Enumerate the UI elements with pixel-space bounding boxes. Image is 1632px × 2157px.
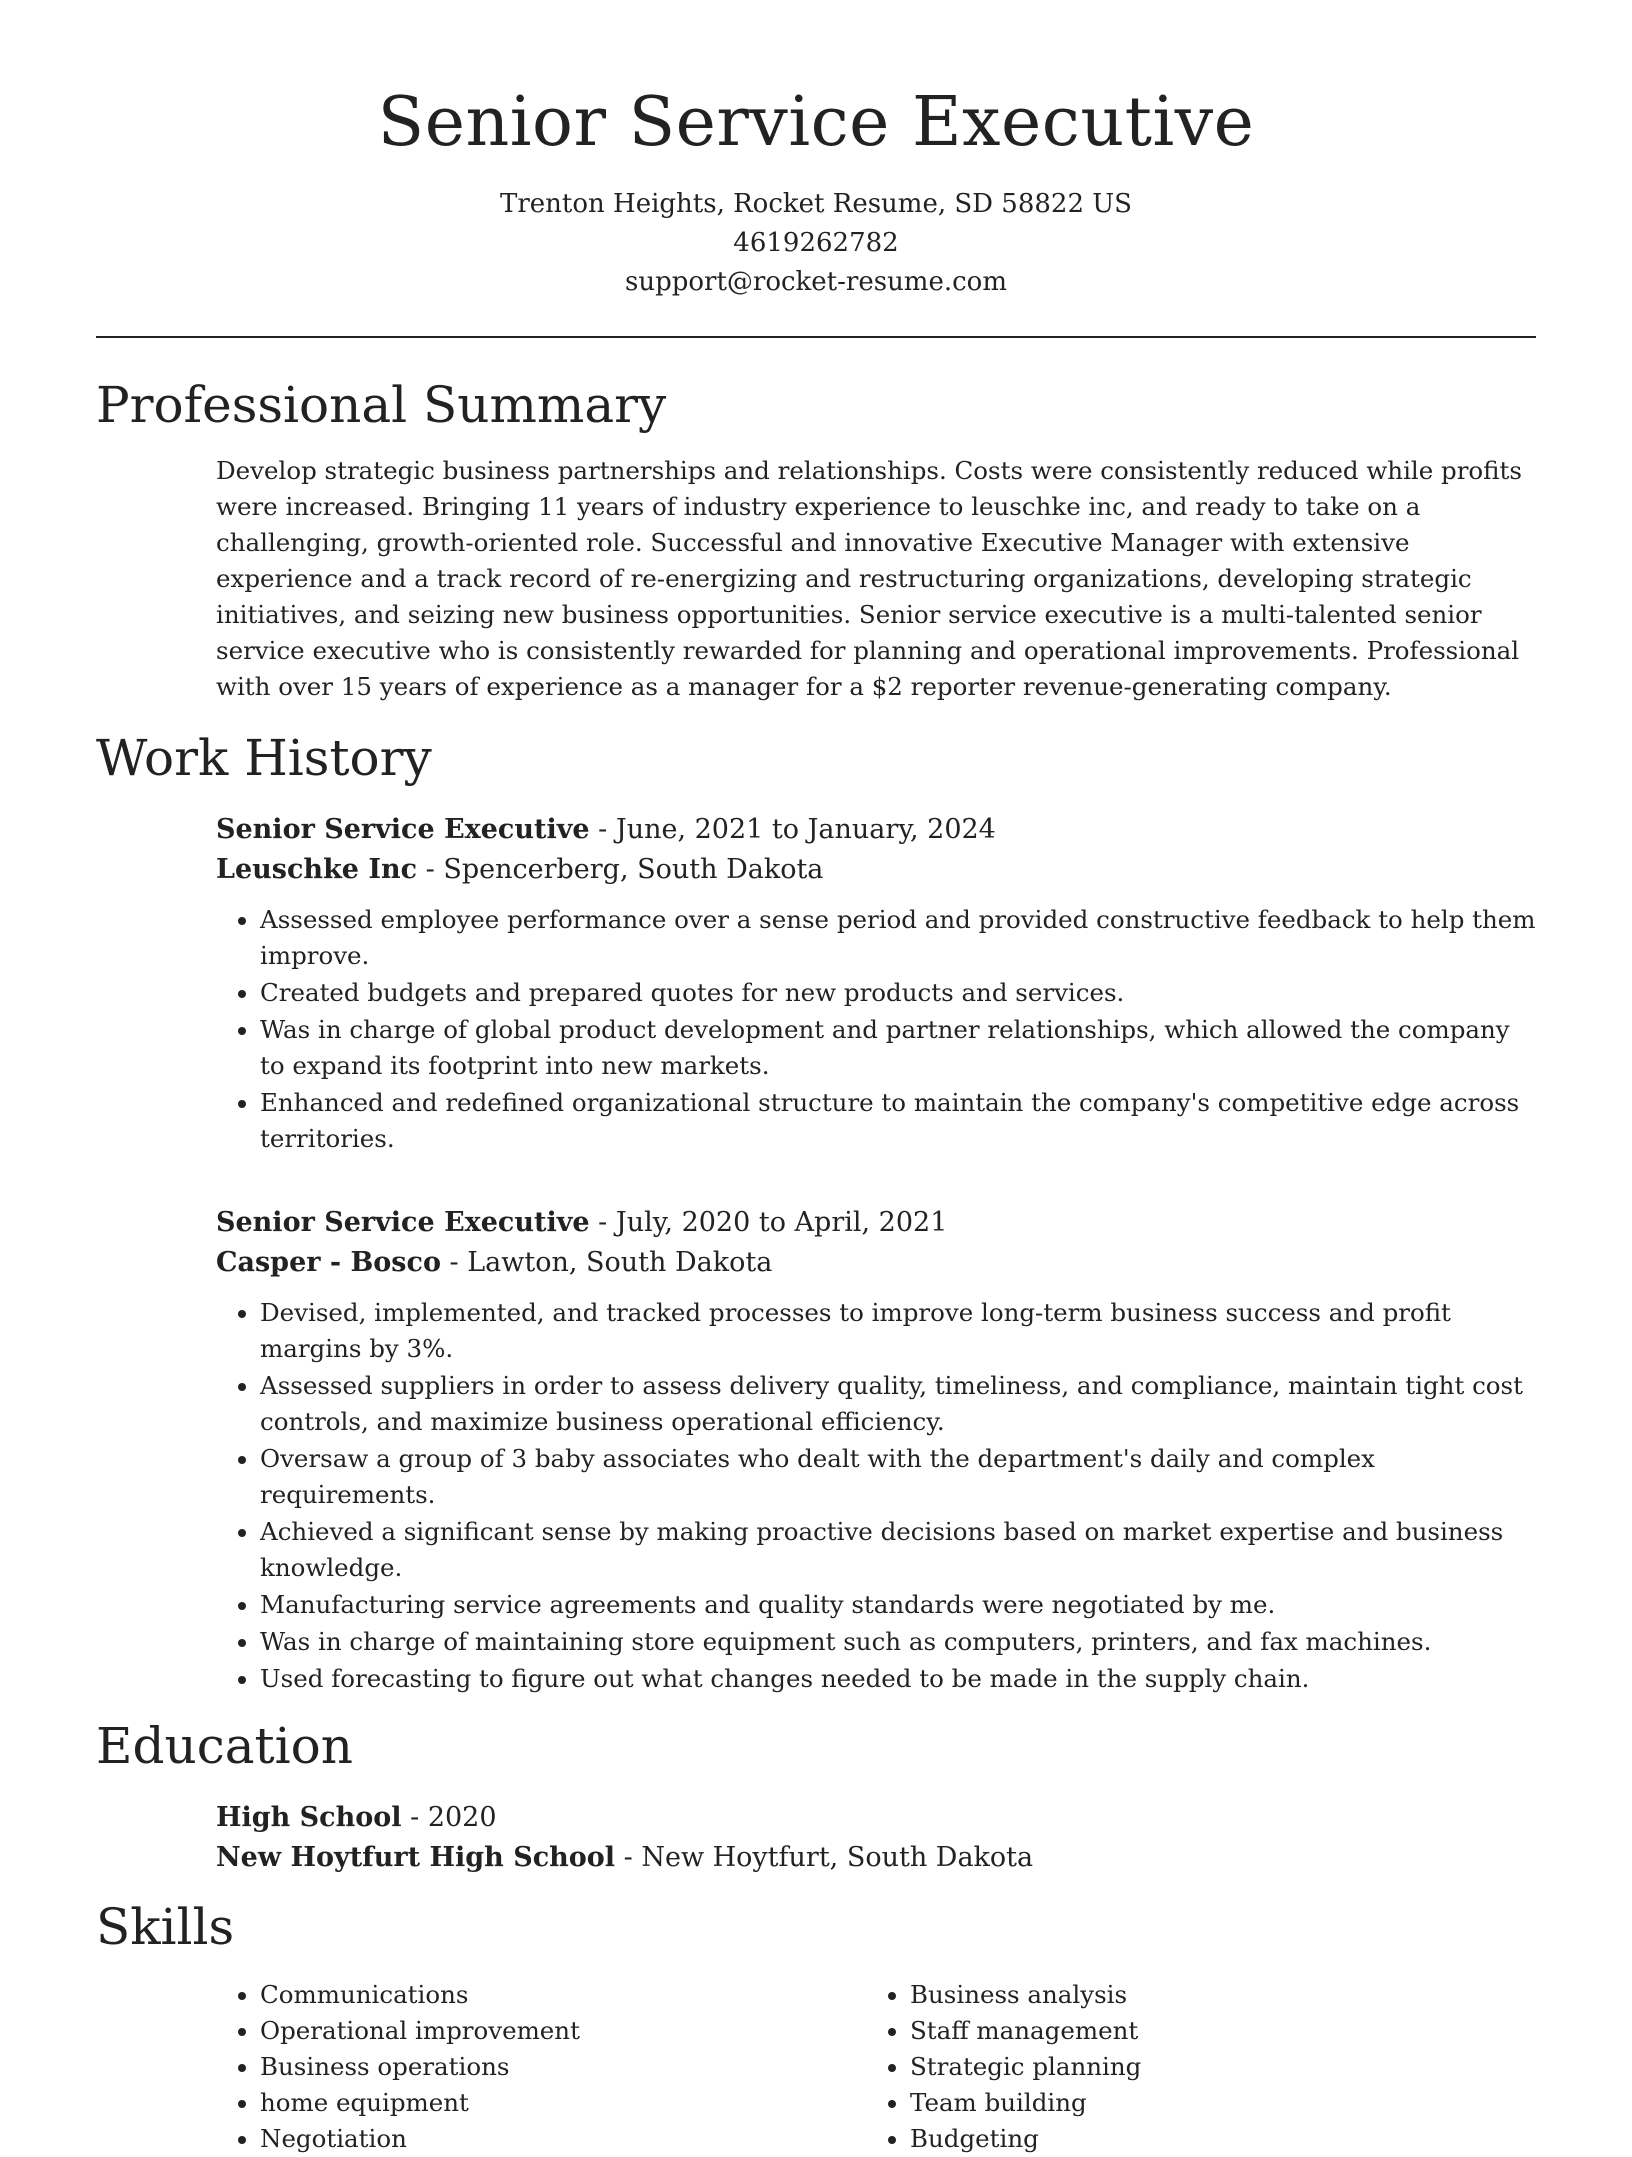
education-location: - New Hoytfurt, South Dakota xyxy=(615,1841,1034,1873)
list-item: • Manufacturing service agreements and quality standards were negotiated by me. xyxy=(260,1587,1536,1623)
list-item: • Strategic planning xyxy=(910,2049,1516,2085)
skills-section xyxy=(96,1897,1536,2157)
list-item: • Assessed employee performance over a sense period and provided constructive feedback to help them improve. xyxy=(260,902,1536,974)
job-company-line xyxy=(216,1243,1536,1283)
list-item: • Budgeting xyxy=(910,2121,1516,2157)
list-item: • Business operations xyxy=(260,2049,866,2085)
contact-info xyxy=(96,185,1536,302)
list-item: • Negotiation xyxy=(260,2121,866,2157)
work-history-section xyxy=(96,728,1536,1697)
header-divider xyxy=(96,336,1536,338)
education-section xyxy=(96,1716,1536,1878)
skills-column-right xyxy=(866,1977,1516,2157)
list-item: • Oversaw a group of 3 baby associates who dealt with the department's daily and complex requirements. xyxy=(260,1441,1536,1513)
work-history-heading: Work History xyxy=(96,728,432,787)
list-item: • Enhanced and redefined organizational structure to maintain the company's competitive edge across territories. xyxy=(260,1085,1536,1157)
list-item: • Was in charge of maintaining store equipment such as computers, printers, and fax machines. xyxy=(260,1624,1536,1660)
education-year: - 2020 xyxy=(401,1801,497,1833)
job-location: - Lawton, South Dakota xyxy=(440,1246,773,1278)
job-company: Casper - Bosco xyxy=(216,1246,441,1278)
education-degree-line xyxy=(216,1798,1536,1838)
contact-email: support@rocket-resume.com xyxy=(624,266,1007,297)
job-company-line xyxy=(216,850,1536,890)
job-role-line xyxy=(216,1203,1536,1243)
job-entry xyxy=(216,810,1536,1157)
summary-section xyxy=(96,375,1536,705)
contact-address: Trenton Heights, Rocket Resume, SD 58822 US xyxy=(500,188,1132,219)
skills-column-left xyxy=(216,1977,866,2157)
candidate-name: Senior Service Executive xyxy=(377,83,1255,162)
contact-phone: 4619262782 xyxy=(733,227,899,258)
list-item: • Business analysis xyxy=(910,1977,1516,2013)
job-company: Leuschke Inc xyxy=(216,853,418,885)
list-item: • Was in charge of global product development and partner relationships, which allowed the company to expand its footprint into new markets. xyxy=(260,1012,1536,1084)
education-school-line xyxy=(216,1838,1536,1878)
list-item: • Devised, implemented, and tracked processes to improve long-term business success and profit margins by 3%. xyxy=(260,1295,1536,1367)
skills-heading: Skills xyxy=(96,1897,235,1956)
list-item: • home equipment xyxy=(260,2085,866,2121)
skills-grid xyxy=(216,1977,1536,2157)
list-item: • Created budgets and prepared quotes for new products and services. xyxy=(260,975,1536,1011)
list-item: • Assessed suppliers in order to assess delivery quality, timeliness, and compliance, maintain tight cost controls, and maximize business operational efficiency. xyxy=(260,1368,1536,1440)
summary-heading: Professional Summary xyxy=(96,375,667,434)
education-entry xyxy=(216,1798,1536,1878)
job-role: Senior Service Executive xyxy=(216,1206,590,1238)
job-bullets xyxy=(216,902,1536,1157)
list-item: • Communications xyxy=(260,1977,866,2013)
resume-header xyxy=(96,0,1536,302)
education-school: New Hoytfurt High School xyxy=(216,1841,616,1873)
summary-text: Develop strategic business partnerships and relationships. Costs were consistently reduced while profits were increased. Bringing 11 years of industry experience to leuschke inc, and ready to take on a challenging, growth-oriented role. Successful and innovative Executive Manager with extensive experience and a track record of re-energizing and restructuring organizations, developing strategic initiatives, and seizing new business opportunities. Senior service executive is a multi-talented senior service executive who is consistently rewarded for planning and operational improvements. Professional with over 15 years of experience as a manager for a $2 reporter revenue-generating company. xyxy=(216,455,1522,701)
job-dates: - June, 2021 to January, 2024 xyxy=(589,813,996,845)
list-item: • Team building xyxy=(910,2085,1516,2121)
list-item: • Staff management xyxy=(910,2013,1516,2049)
job-role: Senior Service Executive xyxy=(216,813,590,845)
list-item: • Operational improvement xyxy=(260,2013,866,2049)
job-entry xyxy=(216,1203,1536,1697)
education-degree: High School xyxy=(216,1801,402,1833)
job-role-line xyxy=(216,810,1536,850)
list-item: • Used forecasting to figure out what changes needed to be made in the supply chain. xyxy=(260,1661,1536,1697)
list-item: • Achieved a significant sense by making proactive decisions based on market expertise and business knowledge. xyxy=(260,1514,1536,1586)
job-dates: - July, 2020 to April, 2021 xyxy=(589,1206,948,1238)
job-bullets xyxy=(216,1295,1536,1697)
job-location: - Spencerberg, South Dakota xyxy=(417,853,824,885)
education-heading: Education xyxy=(96,1716,353,1775)
